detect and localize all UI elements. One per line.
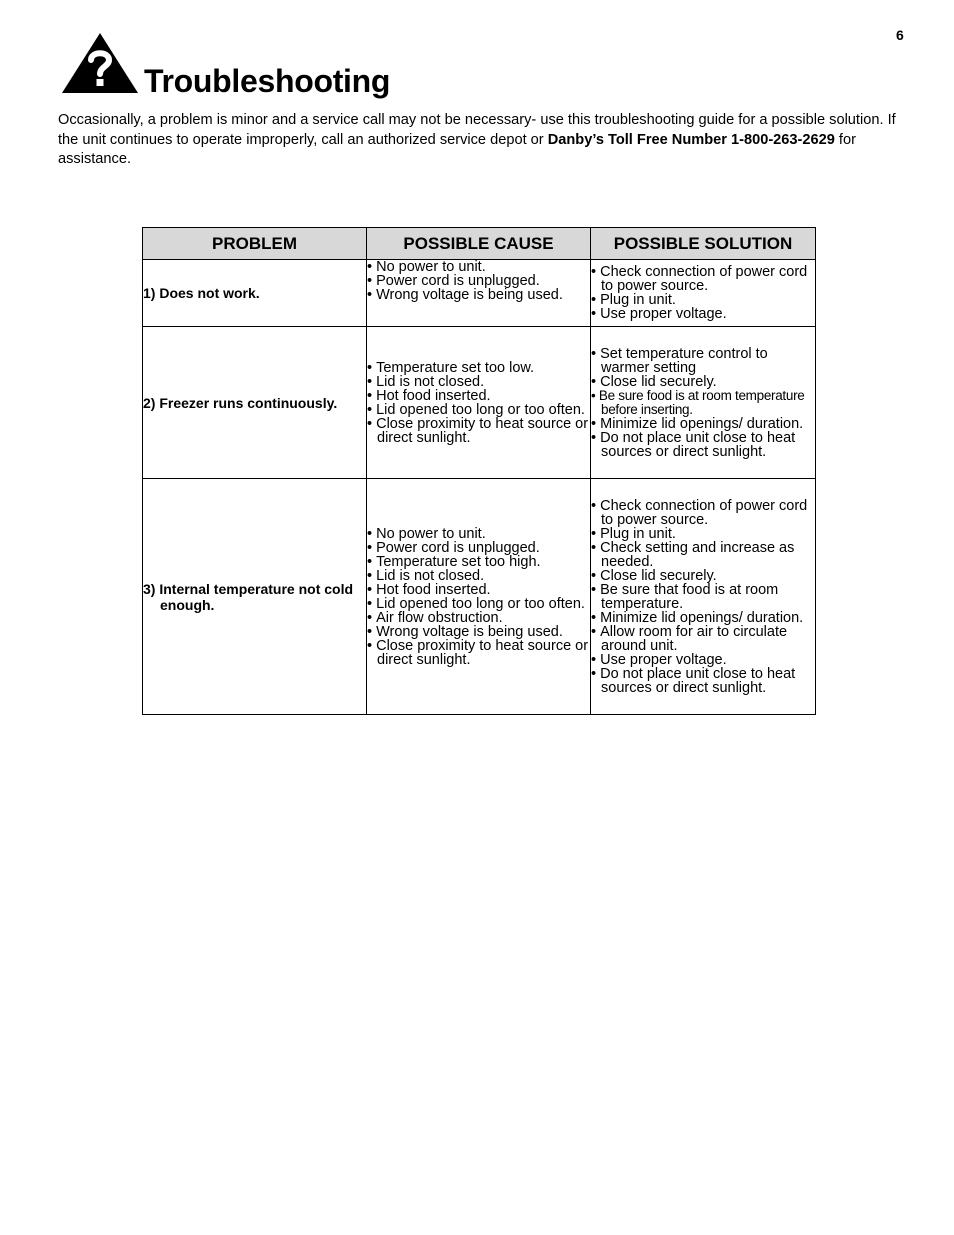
page-number: 6 <box>896 27 904 43</box>
problem-cell <box>143 479 367 715</box>
cause-cell <box>367 479 591 715</box>
list-item: • Air flow obstruction. <box>367 611 590 625</box>
problem-text: 1) Does not work. <box>143 285 260 301</box>
table-row <box>143 327 816 479</box>
table-row <box>143 479 816 715</box>
problem-text: 3) Internal temperature not cold enough. <box>143 580 354 613</box>
cause-cell <box>367 327 591 479</box>
list-item: • Be sure that food is at room temperature. <box>591 583 815 611</box>
list-item: • Use proper voltage. <box>591 307 815 321</box>
intro-paragraph <box>58 111 898 170</box>
list-item: • Power cord is unplugged. <box>367 541 590 555</box>
list-item: • Close proximity to heat source or direct sunlight. <box>367 639 590 667</box>
solution-cell <box>591 327 816 479</box>
question-warning-triangle-icon <box>62 33 138 93</box>
list-item: • Plug in unit. <box>591 293 815 307</box>
list-item: • Check connection of power cord to power source. <box>591 499 815 527</box>
column-header-possible-solution: POSSIBLE SOLUTION <box>591 228 816 260</box>
list-item: • Temperature set too low. <box>367 361 590 375</box>
list-item: • Use proper voltage. <box>591 653 815 667</box>
list-item: • Temperature set too high. <box>367 555 590 569</box>
list-item: • Do not place unit close to heat sources or direct sunlight. <box>591 667 815 695</box>
page-title: Troubleshooting <box>144 63 391 99</box>
list-item: • Lid is not closed. <box>367 569 590 583</box>
list-item: • Check connection of power cord to power source. <box>591 265 815 293</box>
list-item: • Be sure food is at room temperature before inserting. <box>591 389 815 417</box>
list-item: • Plug in unit. <box>591 527 815 541</box>
solution-list <box>591 265 815 321</box>
problem-cell <box>143 327 367 479</box>
intro-text: Occasionally, a problem is minor and a service call may not be necessary- use this troubleshooting guide for a possible solution. If the unit continues to operate improperly, call an authorized service depot or <box>58 112 896 148</box>
list-item: • Minimize lid openings/ duration. <box>591 417 815 431</box>
list-item: • Check setting and increase as needed. <box>591 541 815 569</box>
column-header-possible-cause: POSSIBLE CAUSE <box>367 228 591 260</box>
solution-list <box>591 347 815 459</box>
list-item: • Lid opened too long or too often. <box>367 597 590 611</box>
solution-cell <box>591 479 816 715</box>
list-item: • Hot food inserted. <box>367 389 590 403</box>
list-item: • Lid is not closed. <box>367 375 590 389</box>
list-item: • Lid opened too long or too often. <box>367 403 590 417</box>
problem-text: 2) Freezer runs continuously. <box>143 394 338 411</box>
solution-list <box>591 499 815 695</box>
list-item: • Close lid securely. <box>591 569 815 583</box>
intro-toll-free-number: Danby’s Toll Free Number 1-800-263-2629 <box>547 131 835 148</box>
list-item: • Set temperature control to warmer setting <box>591 347 815 375</box>
list-item: • Do not place unit close to heat sources or direct sunlight. <box>591 431 815 459</box>
intro-text-end: for assistance. <box>58 131 856 167</box>
solution-cell <box>591 260 816 327</box>
column-header-problem: PROBLEM <box>143 228 367 260</box>
problem-cell <box>143 260 367 327</box>
cause-list <box>367 260 590 302</box>
list-item: • Power cord is unplugged. <box>367 274 590 288</box>
list-item: • Wrong voltage is being used. <box>367 288 590 302</box>
cause-cell <box>367 260 591 327</box>
table-row <box>143 260 816 327</box>
list-item: • Hot food inserted. <box>367 583 590 597</box>
list-item: • Close lid securely. <box>591 375 815 389</box>
cause-list <box>367 361 590 445</box>
cause-list <box>367 527 590 667</box>
list-item: • Close proximity to heat source or direct sunlight. <box>367 417 590 445</box>
list-item: • Minimize lid openings/ duration. <box>591 611 815 625</box>
list-item: • Wrong voltage is being used. <box>367 625 590 639</box>
table-header-row <box>143 228 816 260</box>
list-item: • No power to unit. <box>367 260 590 274</box>
list-item: • No power to unit. <box>367 527 590 541</box>
list-item: • Allow room for air to circulate around unit. <box>591 625 815 653</box>
troubleshooting-table <box>142 227 816 715</box>
